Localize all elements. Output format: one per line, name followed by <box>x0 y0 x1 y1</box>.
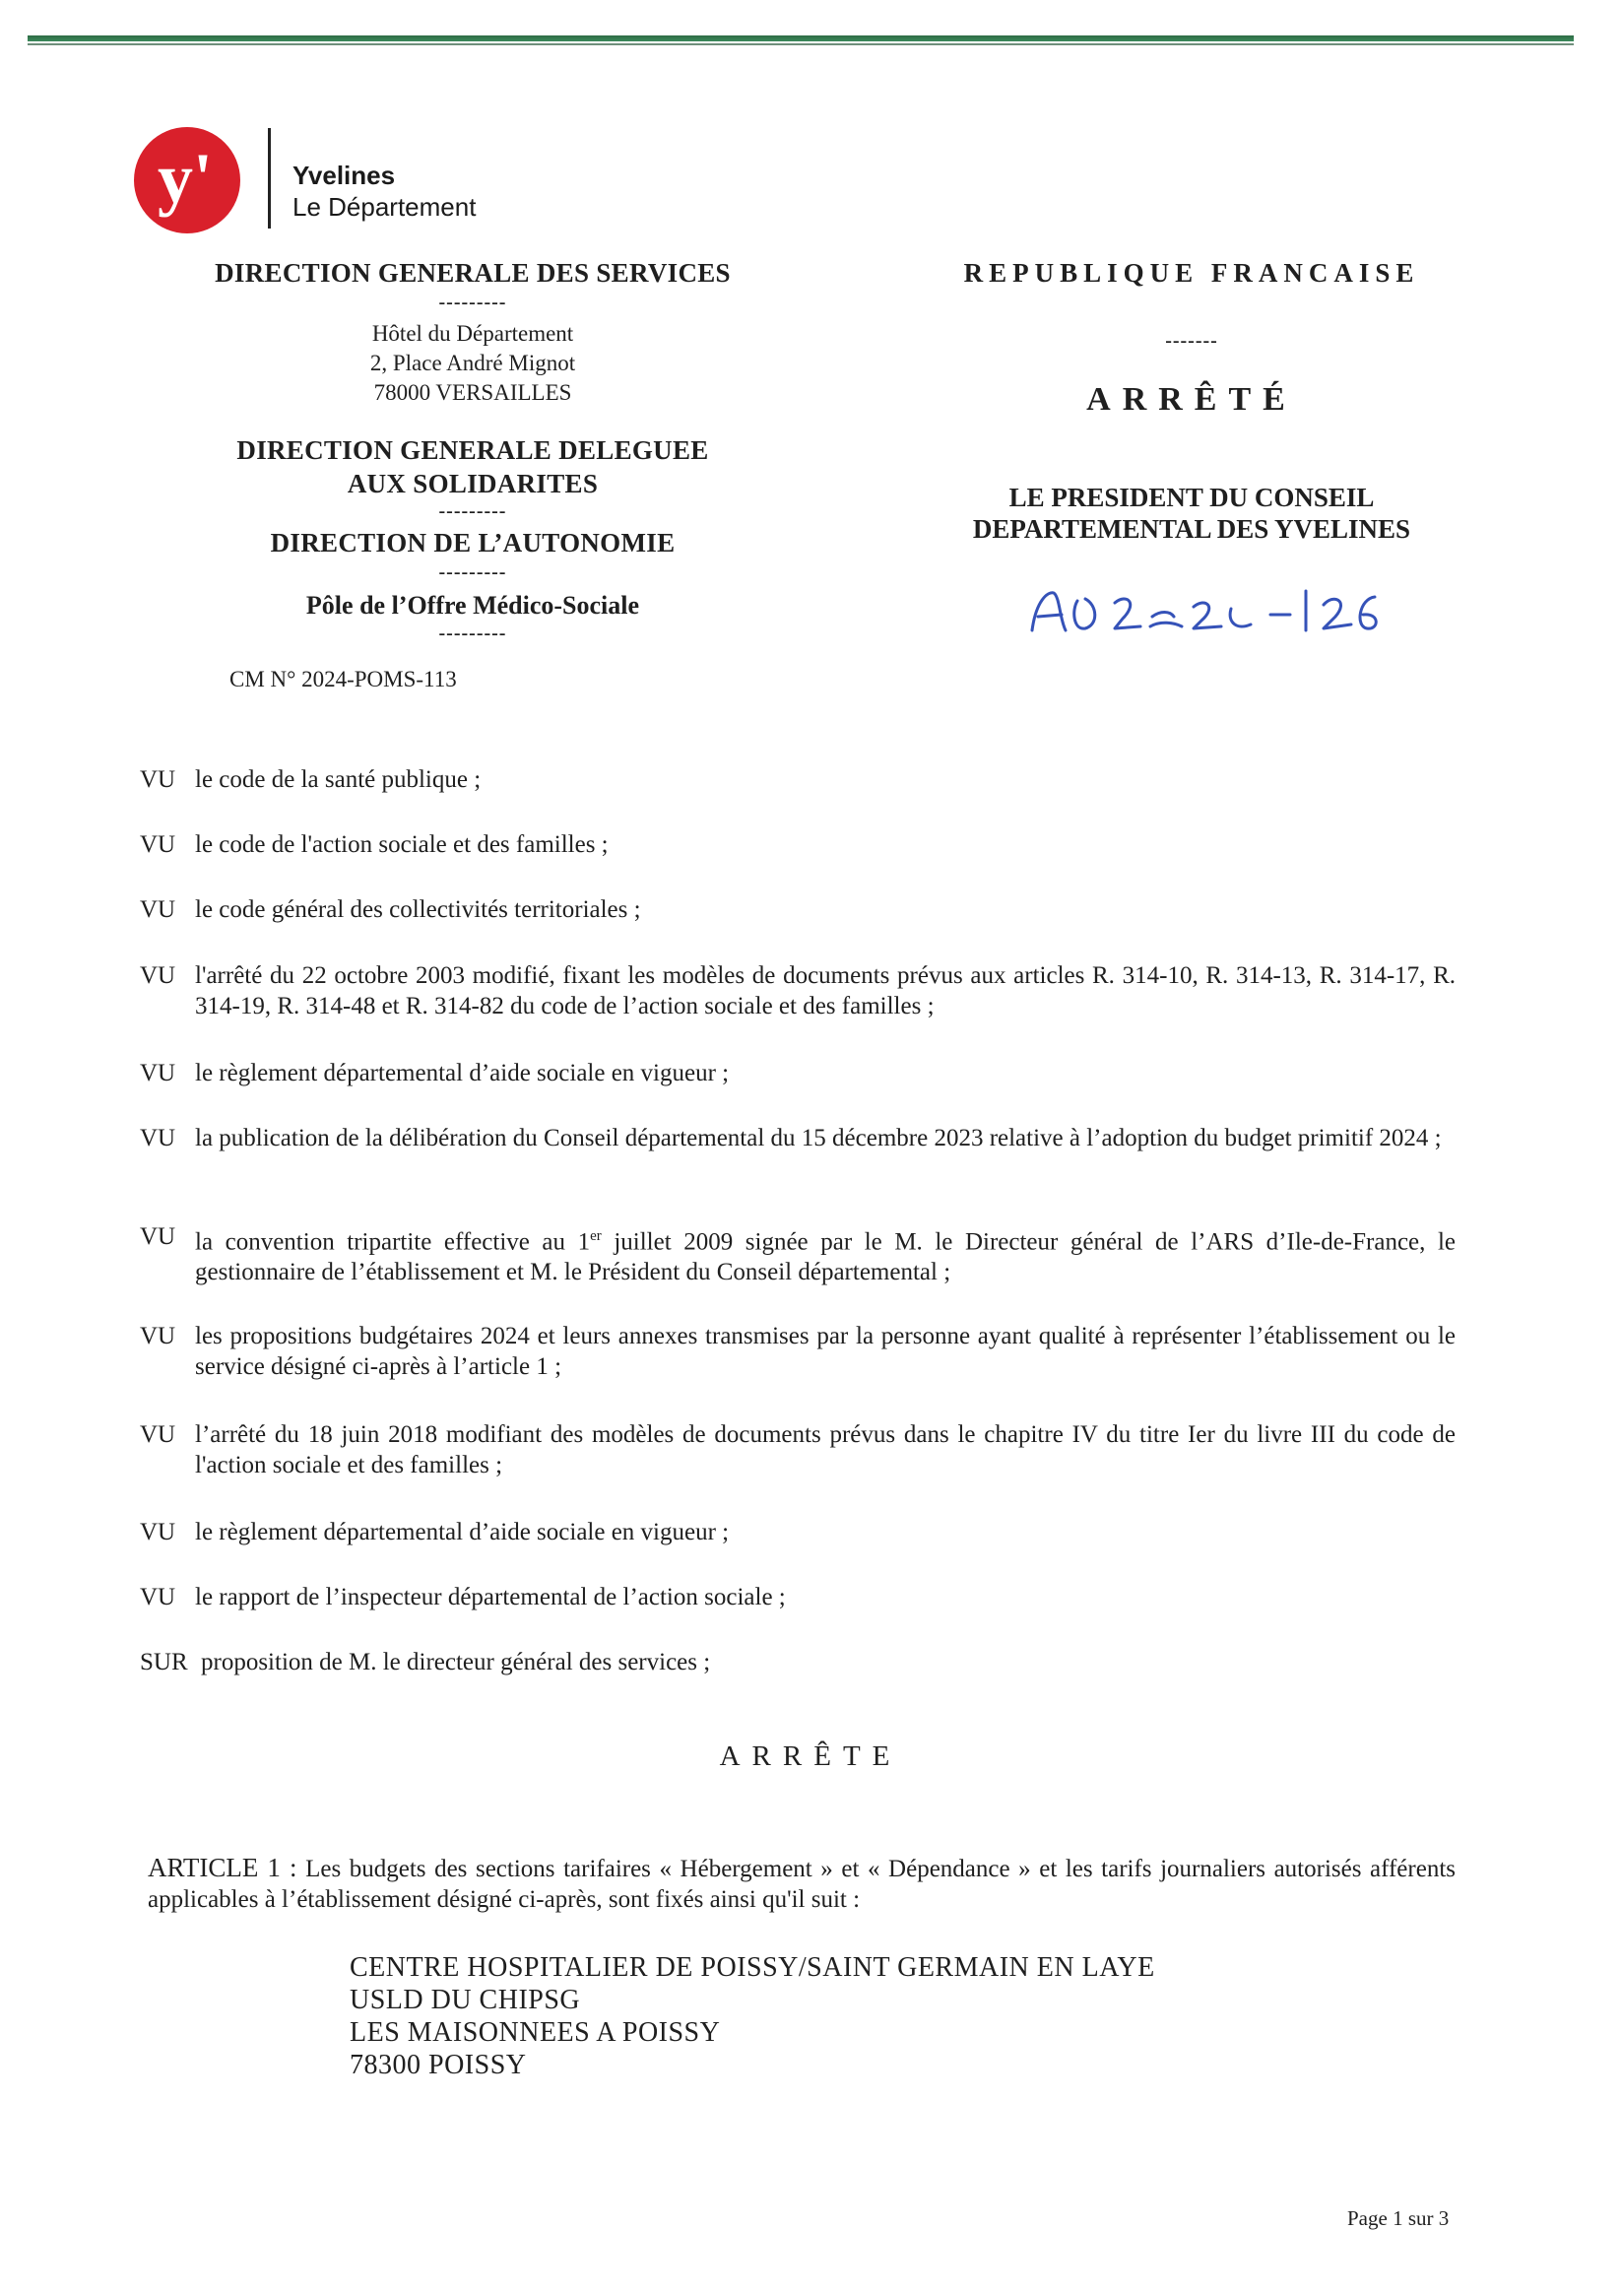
vu-keyword: VU <box>140 1125 176 1151</box>
establishment-line: 78300 POISSY <box>350 2050 527 2080</box>
article-1 <box>148 1853 1456 1915</box>
article-label: ARTICLE 1 : <box>148 1853 297 1882</box>
vu-keyword: VU <box>140 766 176 793</box>
sur-clause <box>140 1647 1456 1677</box>
vu-text-part: juillet 2009 signée par le M. le Directeur général de l’ARS d’Ile-de-France, le gestionnaire de l’établissement et M. le Président du Conseil départemental ; <box>195 1228 1456 1286</box>
separator: --------- <box>438 292 507 313</box>
vu-keyword: VU <box>140 962 176 989</box>
sur-keyword: SUR <box>140 1649 188 1675</box>
arrete-title: ARRÊTÉ <box>1086 381 1297 418</box>
arrete-section-title: ARRÊTE <box>719 1740 902 1772</box>
article-text: Les budgets des sections tarifaires « Hébergement » et « Dépendance » et les tarifs journaliers autorisés afférents applicables à l’établissement désigné ci-après, sont fixés ainsi qu'il suit : <box>148 1856 1456 1913</box>
vu-clause <box>140 1123 1456 1153</box>
vu-text <box>195 1221 1456 1287</box>
address-line: 78000 VERSAILLES <box>373 380 572 405</box>
vu-clause <box>140 1517 1456 1547</box>
vu-keyword: VU <box>140 831 176 858</box>
vu-clause <box>140 764 1456 795</box>
vu-text: la publication de la délibération du Conseil départemental du 15 décembre 2023 relative à l’adoption du budget primitif 2024 ; <box>195 1125 1442 1151</box>
autonomie-heading: DIRECTION DE L’AUTONOMIE <box>270 528 676 558</box>
vu-clause <box>140 1582 1456 1612</box>
vu-keyword: VU <box>140 1060 176 1086</box>
vu-text: l'arrêté du 22 octobre 2003 modifié, fixant les modèles de documents prévus aux articles R. 314-10, R. 314-13, R. 314-17, R. 314-19, R. 314-48 et R. 314-82 du code de l’action sociale et des familles ; <box>195 962 1456 1019</box>
vu-keyword: VU <box>140 1421 176 1448</box>
establishment-line: USLD DU CHIPSG <box>350 1985 581 2015</box>
establishment-line: LES MAISONNEES A POISSY <box>350 2017 721 2048</box>
page-number: Page 1 sur 3 <box>1347 2206 1450 2230</box>
vu-text: l’arrêté du 18 juin 2018 modifiant des modèles de documents prévus dans le chapitre IV du titre Ier du livre III du code de l'action sociale et des familles ; <box>195 1421 1456 1478</box>
vu-text: le code de la santé publique ; <box>195 766 482 793</box>
vu-clause <box>140 1221 1456 1287</box>
establishment-block <box>350 1951 1155 2081</box>
vu-keyword: VU <box>140 896 176 923</box>
ordinal-superscript: er <box>590 1228 602 1244</box>
dgs-heading: DIRECTION GENERALE DES SERVICES <box>215 258 731 288</box>
top-green-bar <box>28 35 1574 41</box>
top-rule <box>28 43 1574 45</box>
vu-clause <box>140 1058 1456 1088</box>
vu-clause <box>140 1419 1456 1480</box>
pole-heading: Pôle de l’Offre Médico-Sociale <box>305 591 640 620</box>
cm-reference: CM N° 2024-POMS-113 <box>229 667 457 691</box>
vu-clause <box>140 960 1456 1021</box>
vu-text: le rapport de l’inspecteur départemental de l’action sociale ; <box>195 1584 786 1610</box>
logo-lettering: y' <box>157 139 214 218</box>
vu-keyword: VU <box>140 1519 176 1545</box>
vu-text: le code général des collectivités territoriales ; <box>195 896 641 923</box>
vu-clause <box>140 894 1456 925</box>
establishment-line: CENTRE HOSPITALIER DE POISSY/SAINT GERMAIN EN LAYE <box>350 1952 1155 1983</box>
dgd-heading-line1: DIRECTION GENERALE DELEGUEE <box>236 435 709 465</box>
issuer-block <box>177 256 768 642</box>
vu-clause <box>140 829 1456 860</box>
dgd-heading-line2: AUX SOLIDARITES <box>347 469 599 498</box>
separator: --------- <box>438 623 507 644</box>
vu-keyword: VU <box>140 1223 176 1250</box>
president-line2: DEPARTEMENTAL DES YVELINES <box>972 514 1411 544</box>
separator: ------- <box>1165 330 1218 352</box>
sur-text: proposition de M. le directeur général des services ; <box>201 1649 711 1675</box>
separator: --------- <box>438 500 507 522</box>
logo-name: Yvelines <box>292 161 396 190</box>
address-line: 2, Place André Mignot <box>369 351 576 375</box>
vu-text: le règlement départemental d’aide sociale en vigueur ; <box>195 1060 730 1086</box>
vu-text: le règlement départemental d’aide sociale en vigueur ; <box>195 1519 730 1545</box>
separator: --------- <box>438 561 507 583</box>
vu-text: les propositions budgétaires 2024 et leurs annexes transmises par la personne ayant qualité à représenter l’établissement ou le service désigné ci-après à l’article 1 ; <box>195 1323 1456 1380</box>
yvelines-logo-icon <box>132 125 242 235</box>
vu-text: le code de l'action sociale et des familles ; <box>195 831 609 858</box>
logo-divider <box>268 128 271 229</box>
republic-block <box>867 258 1517 545</box>
president-line1: LE PRESIDENT DU CONSEIL <box>1008 483 1375 512</box>
address-line: Hôtel du Département <box>371 321 574 346</box>
vu-text-part: la convention tripartite effective au 1 <box>195 1228 591 1256</box>
address-block <box>177 319 768 408</box>
vu-clause <box>140 1321 1456 1382</box>
vu-keyword: VU <box>140 1584 176 1610</box>
logo-subtitle: Le Département <box>292 192 477 222</box>
republique-heading: REPUBLIQUE FRANCAISE <box>963 258 1420 288</box>
handwritten-ref-signature <box>1024 581 1379 640</box>
vu-keyword: VU <box>140 1323 176 1349</box>
